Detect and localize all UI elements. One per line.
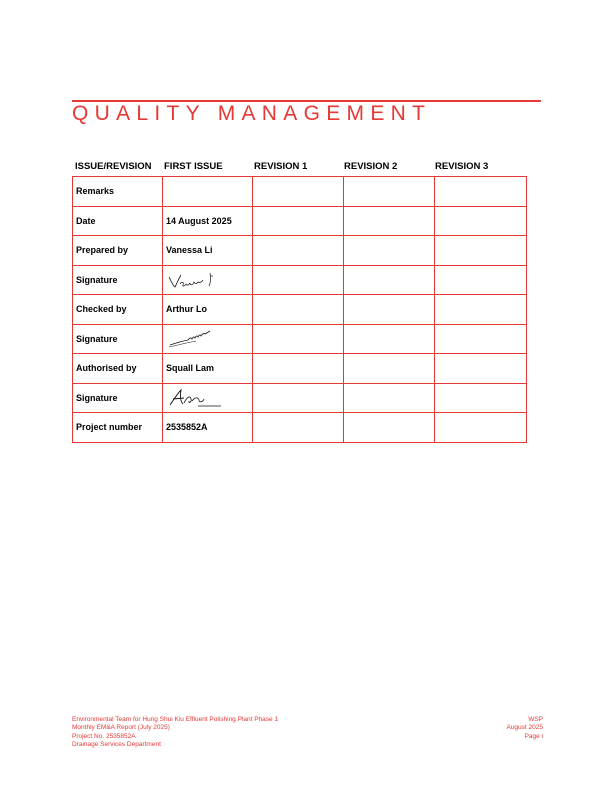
- table-row-prepared-by: [73, 236, 527, 266]
- footer-left: [72, 716, 278, 749]
- row-label: Remarks: [73, 177, 163, 207]
- header-revision-3: REVISION 3: [435, 161, 489, 172]
- header-revision-2: REVISION 2: [344, 161, 398, 172]
- revision-3-cell: [435, 295, 527, 325]
- revision-1-cell: [253, 383, 344, 413]
- row-label: Prepared by: [73, 236, 163, 266]
- revision-2-cell: [344, 324, 435, 354]
- table-row-remarks: [73, 177, 527, 207]
- revision-1-cell: [253, 265, 344, 295]
- quality-management-table: [72, 176, 527, 443]
- revision-1-cell: [253, 413, 344, 443]
- first-issue-cell: [163, 265, 253, 295]
- footer-report-name: Monthly EM&A Report (July 2025): [72, 724, 170, 732]
- first-issue-cell: [163, 324, 253, 354]
- first-issue-cell: Arthur Lo: [163, 295, 253, 325]
- revision-3-cell: [435, 236, 527, 266]
- footer-right: [506, 716, 543, 741]
- revision-2-cell: [344, 354, 435, 384]
- signature-squall-lam: [166, 387, 222, 409]
- first-issue-cell: [163, 177, 253, 207]
- signature-arthur-lo: [166, 328, 222, 350]
- revision-3-cell: [435, 324, 527, 354]
- table-row-checked-by: [73, 295, 527, 325]
- revision-2-cell: [344, 413, 435, 443]
- row-label: Authorised by: [73, 354, 163, 384]
- revision-3-cell: [435, 383, 527, 413]
- revision-3-cell: [435, 265, 527, 295]
- footer-department: Drainage Services Department: [72, 740, 161, 748]
- revision-3-cell: [435, 177, 527, 207]
- table-row-signature: [73, 383, 527, 413]
- header-revision-1: REVISION 1: [254, 161, 308, 172]
- table-row-date: [73, 206, 527, 236]
- row-label: Checked by: [73, 295, 163, 325]
- revision-1-cell: [253, 354, 344, 384]
- revision-3-cell: [435, 354, 527, 384]
- revision-2-cell: [344, 295, 435, 325]
- revision-3-cell: [435, 413, 527, 443]
- first-issue-cell: 2535852A: [163, 413, 253, 443]
- first-issue-cell: Vanessa Li: [163, 236, 253, 266]
- table-header-row: [72, 161, 524, 175]
- table-row-signature: [73, 265, 527, 295]
- footer-project-number: Project No. 2535852A: [72, 732, 136, 740]
- first-issue-cell: 14 August 2025: [163, 206, 253, 236]
- revision-2-cell: [344, 206, 435, 236]
- revision-2-cell: [344, 265, 435, 295]
- footer-project-title: Environmental Team for Hung Shui Kiu Effluent Polishing Plant Phase 1: [72, 716, 279, 723]
- row-label: Signature: [73, 324, 163, 354]
- first-issue-cell: [163, 383, 253, 413]
- row-label: Signature: [73, 265, 163, 295]
- row-label: Date: [73, 206, 163, 236]
- revision-2-cell: [344, 383, 435, 413]
- revision-1-cell: [253, 236, 344, 266]
- revision-1-cell: [253, 177, 344, 207]
- revision-2-cell: [344, 177, 435, 207]
- first-issue-cell: Squall Lam: [163, 354, 253, 384]
- header-issue-revision: ISSUE/REVISION: [75, 161, 152, 172]
- table-row-authorised-by: [73, 354, 527, 384]
- table-row-project-number: [73, 413, 527, 443]
- row-label: Signature: [73, 383, 163, 413]
- table-row-signature: [73, 324, 527, 354]
- footer-company: WSP: [528, 716, 543, 723]
- header-first-issue: FIRST ISSUE: [164, 161, 223, 172]
- signature-vanessa-li: [166, 269, 222, 291]
- revision-1-cell: [253, 295, 344, 325]
- revision-3-cell: [435, 206, 527, 236]
- revision-1-cell: [253, 206, 344, 236]
- revision-1-cell: [253, 324, 344, 354]
- row-label: Project number: [73, 413, 163, 443]
- footer-date: August 2025: [506, 724, 543, 732]
- footer-page-number: Page i: [524, 732, 543, 740]
- page-title: QUALITY MANAGEMENT: [72, 102, 432, 125]
- revision-2-cell: [344, 236, 435, 266]
